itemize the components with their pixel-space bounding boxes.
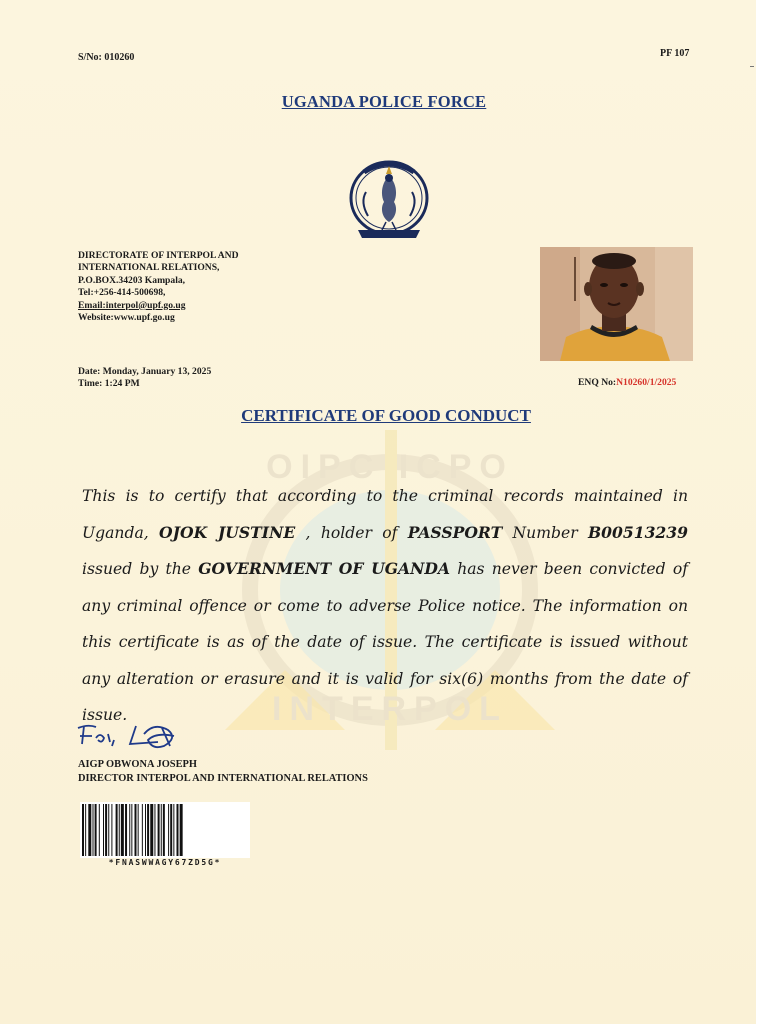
signatory-title: DIRECTOR INTERPOL AND INTERNATIONAL RELATIONS (78, 773, 368, 784)
barcode-bar (163, 804, 165, 856)
barcode-bar (111, 804, 112, 856)
page-edge (756, 0, 768, 1024)
barcode-bar (161, 804, 162, 856)
issue-datetime (78, 366, 211, 390)
body-text: This is to certify that according to the criminal records maintained in Uganda, (82, 487, 688, 542)
barcode-bar (177, 804, 179, 856)
barcode-bar (85, 804, 86, 856)
barcode-bar (95, 804, 97, 856)
barcode-bar (108, 804, 109, 856)
body-text: Number (502, 523, 588, 542)
watermark-top-text: OIPC ICPO (266, 448, 514, 486)
police-emblem-logo (342, 152, 436, 246)
serial-number: S/No: 010260 (78, 52, 135, 63)
barcode-bar (145, 804, 146, 856)
address-line: DIRECTORATE OF INTERPOL AND (78, 250, 239, 261)
barcode-bar (168, 804, 169, 856)
barcode-bar (150, 804, 153, 856)
body-text: , holder of (295, 523, 408, 542)
barcode-bar (135, 804, 137, 856)
address-line: INTERNATIONAL RELATIONS, (78, 262, 220, 274)
barcode-bar (105, 804, 107, 856)
barcode-bar (88, 804, 91, 856)
barcode-bar (103, 804, 104, 856)
address-line: Tel:+256-414-500698, (78, 287, 166, 299)
barcode-bar (154, 804, 155, 856)
barcode-bar (158, 804, 160, 856)
certificate-body (82, 478, 688, 734)
barcode-bar (99, 804, 100, 856)
address-line: P.O.BOX.34203 Kampala, (78, 274, 186, 286)
issue-time: Time: 1:24 PM (78, 378, 140, 389)
organization-title: UGANDA POLICE FORCE (281, 92, 487, 111)
barcode-bar (129, 804, 130, 856)
issuing-authority: GOVERNMENT OF UGANDA (198, 559, 450, 578)
barcode-bar (147, 804, 149, 856)
barcode-bar (180, 804, 183, 856)
barcode-bar (170, 804, 172, 856)
watermark-bottom-text: INTERPOL (272, 690, 508, 728)
barcode-bar (131, 804, 132, 856)
certificate-title: CERTIFICATE OF GOOD CONDUCT (241, 406, 531, 425)
director-signature (74, 716, 204, 756)
barcode-bar (138, 804, 139, 856)
barcode-text: *FNASWWAGY67ZD5G* (108, 858, 222, 867)
holder-photo (540, 247, 693, 361)
website-text: Website:www.upf.go.ug (78, 312, 175, 324)
body-text: issued by the (82, 560, 199, 578)
document-number: B00513239 (588, 522, 688, 542)
enq-value: N10260/1/2025 (616, 377, 677, 388)
document-type: PASSPORT (407, 522, 503, 542)
body-text: has never been convicted of any criminal offence or come to adverse Police notice. The information on this certificate is as of the date of issue. The certificate is issued without any alteration or erasure and it is valid for six(6) months from the date of issue. (82, 560, 688, 724)
barcode-bar (116, 804, 118, 856)
barcode (80, 802, 250, 858)
directorate-address (78, 250, 239, 324)
barcode-bar (93, 804, 94, 856)
barcode-bar (82, 804, 84, 856)
email-link[interactable]: Email:interpol@upf.go.ug (78, 299, 186, 311)
edge-mark (750, 66, 754, 67)
barcode-bar (142, 804, 143, 856)
barcode-bar (173, 804, 174, 856)
enq-label: ENQ No: (578, 377, 617, 388)
barcode-bar (125, 804, 127, 856)
signatory-block (78, 758, 368, 786)
barcode-bar (121, 804, 124, 856)
issue-date: Date: Monday, January 13, 2025 (78, 366, 212, 377)
enquiry-number (578, 377, 676, 388)
form-code: PF 107 (660, 48, 690, 59)
barcode-bar (119, 804, 120, 856)
signatory-name: AIGP OBWONA JOSEPH (78, 759, 197, 770)
holder-name: OJOK JUSTINE (159, 522, 296, 542)
